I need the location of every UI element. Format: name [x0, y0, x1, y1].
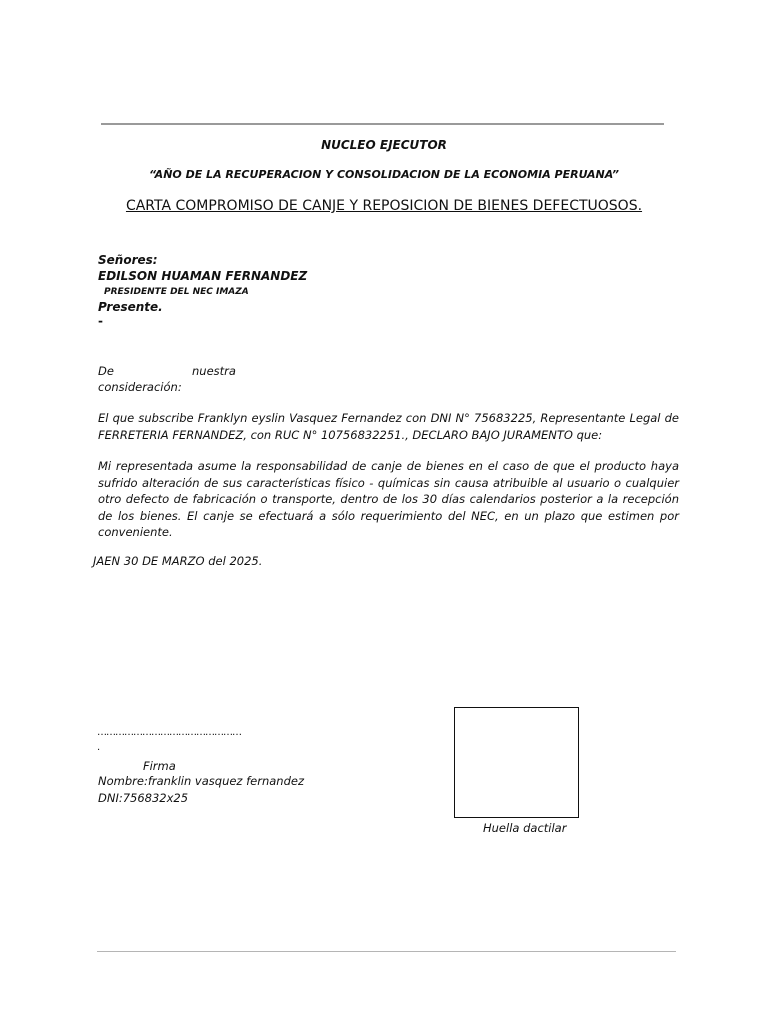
presente-dash: - — [98, 314, 103, 328]
fingerprint-box — [454, 707, 579, 818]
header-title: NUCLEO EJECUTOR — [321, 138, 447, 152]
recipient-name: EDILSON HUAMAN FERNANDEZ — [98, 269, 308, 283]
date-line: JAEN 30 DE MARZO del 2025. — [93, 554, 263, 568]
bottom-rule — [97, 951, 676, 952]
consideration-de: De — [98, 364, 114, 378]
signer-dni: DNI:756832x25 — [98, 791, 189, 805]
firma-label: Firma — [143, 759, 176, 773]
paragraph-declaration: El que subscribe Franklyn eyslin Vasquez Fernandez con DNI N° 75683225, Representante Legal de FERRETERIA FERNANDEZ, con RUC N° 10756832251., DECLARO BAJO JURAMENTO que: — [98, 411, 679, 442]
paragraph-commitment: Mi representada asume la responsabilidad de canje de bienes en el caso de que el producto haya sufrido alteración de sus características físico - químicas sin causa atribuible al usuario o cualquier otro defecto de fabricación o transporte, dentro de los 30 días calendarios posterior a la recepción de los bienes. El canje se efectuará a sólo requerimiento del NEC, en un plazo que estimen por conveniente. — [98, 459, 679, 539]
signer-name: Nombre:franklin vasquez fernandez — [98, 774, 305, 788]
salutation: Señores: — [98, 253, 158, 267]
signature-dot: . — [97, 742, 101, 753]
consideration-nuestra: nuestra — [192, 364, 236, 378]
top-rule — [101, 123, 664, 125]
consideration-word: consideración: — [98, 380, 182, 394]
recipient-role: PRESIDENTE DEL NEC IMAZA — [104, 287, 249, 297]
signature-line: ………………………………………… — [97, 727, 241, 738]
fingerprint-label: Huella dactilar — [483, 821, 567, 835]
presente: Presente. — [98, 300, 163, 314]
document-title: CARTA COMPROMISO DE CANJE Y REPOSICION DE BIENES DEFECTUOSOS. — [125, 198, 643, 214]
motto-line: “AÑO DE LA RECUPERACION Y CONSOLIDACION DE LA ECONOMIA PERUANA” — [149, 168, 619, 181]
